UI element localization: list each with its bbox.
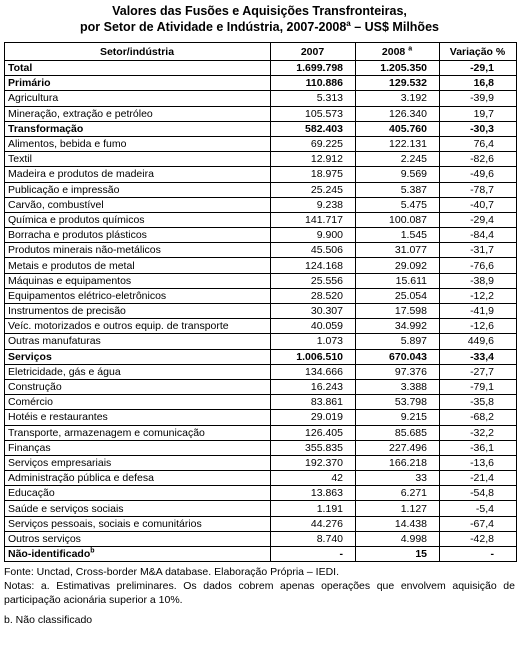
value-2008: 4.998 [356,531,440,546]
table-row [5,547,517,562]
value-variation: -5,4 [440,501,517,516]
value-variation: -31,7 [440,243,517,258]
value-2007: 110.886 [271,76,356,91]
value-variation: -27,7 [440,364,517,379]
value-variation: -42,8 [440,531,517,546]
value-2007: 83.861 [271,395,356,410]
table-row [5,273,517,288]
value-variation: -38,9 [440,273,517,288]
table-row [5,228,517,243]
value-2008: 129.532 [356,76,440,91]
value-2007: 45.506 [271,243,356,258]
table-row [5,425,517,440]
value-variation: -35,8 [440,395,517,410]
row-label: Serviços empresariais [5,455,271,470]
value-2007: 124.168 [271,258,356,273]
value-2007: 25.556 [271,273,356,288]
table-row [5,182,517,197]
mergers-acquisitions-table [4,42,517,562]
value-2007: 29.019 [271,410,356,425]
row-label: Hotéis e restaurantes [5,410,271,425]
row-label: Outras manufaturas [5,334,271,349]
value-2007: 1.006.510 [271,349,356,364]
value-2007: 8.740 [271,531,356,546]
row-label: Alimentos, bebida e fumo [5,136,271,151]
header-variation: Variação % [440,43,517,61]
row-label: Não-identificado$^b$ [5,547,271,562]
value-2007: - [271,547,356,562]
value-variation: -82,6 [440,152,517,167]
table-notes [4,565,515,627]
row-label: Madeira e produtos de madeira [5,167,271,182]
table-row [5,91,517,106]
value-2008: 1.205.350 [356,61,440,76]
value-variation: -29,4 [440,212,517,227]
value-2008: 126.340 [356,106,440,121]
value-variation: 16,8 [440,76,517,91]
value-variation: 19,7 [440,106,517,121]
value-2008: 670.043 [356,349,440,364]
value-variation: -84,4 [440,228,517,243]
row-label: Máquinas e equipamentos [5,273,271,288]
value-2008: 15.611 [356,273,440,288]
row-label: Instrumentos de precisão [5,304,271,319]
value-variation: -21,4 [440,471,517,486]
value-variation: -12,2 [440,288,517,303]
value-2008: 31.077 [356,243,440,258]
value-2007: 126.405 [271,425,356,440]
value-2007: 28.520 [271,288,356,303]
value-2008: 5.897 [356,334,440,349]
row-label: Transformação [5,121,271,136]
value-variation: -36,1 [440,440,517,455]
value-2007: 44.276 [271,516,356,531]
note-b: b. Não classificado [4,614,93,627]
row-label: Agricultura [5,91,271,106]
row-label: Serviços [5,349,271,364]
table-row [5,395,517,410]
table-row [5,364,517,379]
value-2007: 1.191 [271,501,356,516]
value-2008: 100.087 [356,212,440,227]
table-row [5,379,517,394]
table-row [5,319,517,334]
value-2008: 25.054 [356,288,440,303]
value-2008: 9.215 [356,410,440,425]
source-note: Fonte: Unctad, Cross-border M&A database. Elaboração Própria – IEDI. [4,566,340,579]
row-label: Total [5,61,271,76]
value-2007: 40.059 [271,319,356,334]
value-2008: 15 [356,547,440,562]
value-2007: 355.835 [271,440,356,455]
value-2007: 1.699.798 [271,61,356,76]
table-row [5,212,517,227]
value-variation: -30,3 [440,121,517,136]
table-row [5,501,517,516]
value-2007: 5.313 [271,91,356,106]
value-2007: 12.912 [271,152,356,167]
value-variation: -12,6 [440,319,517,334]
value-variation: -68,2 [440,410,517,425]
value-2007: 134.666 [271,364,356,379]
value-2008: 17.598 [356,304,440,319]
row-label: Eletricidade, gás e água [5,364,271,379]
value-2008: 34.992 [356,319,440,334]
table-row [5,197,517,212]
row-label: Borracha e produtos plásticos [5,228,271,243]
table-row [5,61,517,76]
value-2008: 53.798 [356,395,440,410]
row-label: Outros serviços [5,531,271,546]
row-label: Educação [5,486,271,501]
value-variation: -32,2 [440,425,517,440]
row-label: Construção [5,379,271,394]
value-variation: -41,9 [440,304,517,319]
table-row [5,486,517,501]
value-variation: -13,6 [440,455,517,470]
table-row [5,531,517,546]
value-2008: 3.192 [356,91,440,106]
table-row [5,258,517,273]
header-sector: Setor/indústria [5,43,271,61]
row-label: Carvão, combustível [5,197,271,212]
value-2007: 13.863 [271,486,356,501]
value-2008: 9.569 [356,167,440,182]
value-2007: 1.073 [271,334,356,349]
table-row [5,152,517,167]
row-label: Comércio [5,395,271,410]
table-row [5,440,517,455]
value-variation: -54,8 [440,486,517,501]
table-row [5,304,517,319]
value-2007: 16.243 [271,379,356,394]
value-2007: 582.403 [271,121,356,136]
value-2008: 85.685 [356,425,440,440]
value-variation: 449,6 [440,334,517,349]
row-label: Veíc. motorizados e outros equip. de transporte [5,319,271,334]
value-2007: 42 [271,471,356,486]
row-label: Metais e produtos de metal [5,258,271,273]
value-2008: 5.387 [356,182,440,197]
row-label: Mineração, extração e petróleo [5,106,271,121]
value-variation: -39,9 [440,91,517,106]
table-row [5,410,517,425]
value-2008: 14.438 [356,516,440,531]
row-label: Finanças [5,440,271,455]
value-2008: 122.131 [356,136,440,151]
table-row [5,76,517,91]
row-label: Equipamentos elétrico-eletrônicos [5,288,271,303]
table-title [0,0,519,35]
value-variation: - [440,547,517,562]
value-variation: -76,6 [440,258,517,273]
title-line-1: Valores das Fusões e Aquisições Transfronteiras, [112,4,407,18]
value-2008: 97.376 [356,364,440,379]
value-variation: -33,4 [440,349,517,364]
row-label: Transporte, armazenagem e comunicação [5,425,271,440]
table-row [5,455,517,470]
title-line-2: por Setor de Atividade e Indústria, 2007-2008$^a$ – US$ Milhões [80,18,439,34]
table-row [5,516,517,531]
row-label: Química e produtos químicos [5,212,271,227]
value-2007: 105.573 [271,106,356,121]
value-variation: -49,6 [440,167,517,182]
value-2008: 405.760 [356,121,440,136]
value-2007: 30.307 [271,304,356,319]
row-label: Produtos minerais não-metálicos [5,243,271,258]
table-row [5,106,517,121]
row-label: Textil [5,152,271,167]
table-row [5,167,517,182]
row-label: Primário [5,76,271,91]
table-row [5,471,517,486]
table-row [5,121,517,136]
value-2008: 2.245 [356,152,440,167]
row-label: Publicação e impressão [5,182,271,197]
value-variation: -67,4 [440,516,517,531]
table-header-row [5,43,517,61]
value-2008: 1.545 [356,228,440,243]
value-2008: 166.218 [356,455,440,470]
row-label: Serviços pessoais, sociais e comunitários [5,516,271,531]
value-2007: 69.225 [271,136,356,151]
value-2007: 18.975 [271,167,356,182]
value-2008: 5.475 [356,197,440,212]
value-2007: 141.717 [271,212,356,227]
value-2007: 9.900 [271,228,356,243]
table-row [5,288,517,303]
value-variation: 76,4 [440,136,517,151]
value-2008: 1.127 [356,501,440,516]
value-2008: 3.388 [356,379,440,394]
row-label: Administração pública e defesa [5,471,271,486]
value-variation: -29,1 [440,61,517,76]
value-2008: 6.271 [356,486,440,501]
table-row [5,349,517,364]
value-2008: 227.496 [356,440,440,455]
note-a: Notas: a. Estimativas preliminares. Os dados cobrem apenas operações que envolvem aquisição de participação acionária superior a 10%. [4,580,515,607]
row-label: Saúde e serviços sociais [5,501,271,516]
table-row [5,334,517,349]
value-variation: -78,7 [440,182,517,197]
header-2007: 2007 [271,43,356,61]
value-variation: -40,7 [440,197,517,212]
value-2008: 29.092 [356,258,440,273]
header-2008: 2008 $^a$ [356,43,440,61]
table-row [5,136,517,151]
value-2007: 192.370 [271,455,356,470]
table-body [5,61,517,562]
table-row [5,243,517,258]
value-2007: 9.238 [271,197,356,212]
value-2008: 33 [356,471,440,486]
value-variation: -79,1 [440,379,517,394]
value-2007: 25.245 [271,182,356,197]
